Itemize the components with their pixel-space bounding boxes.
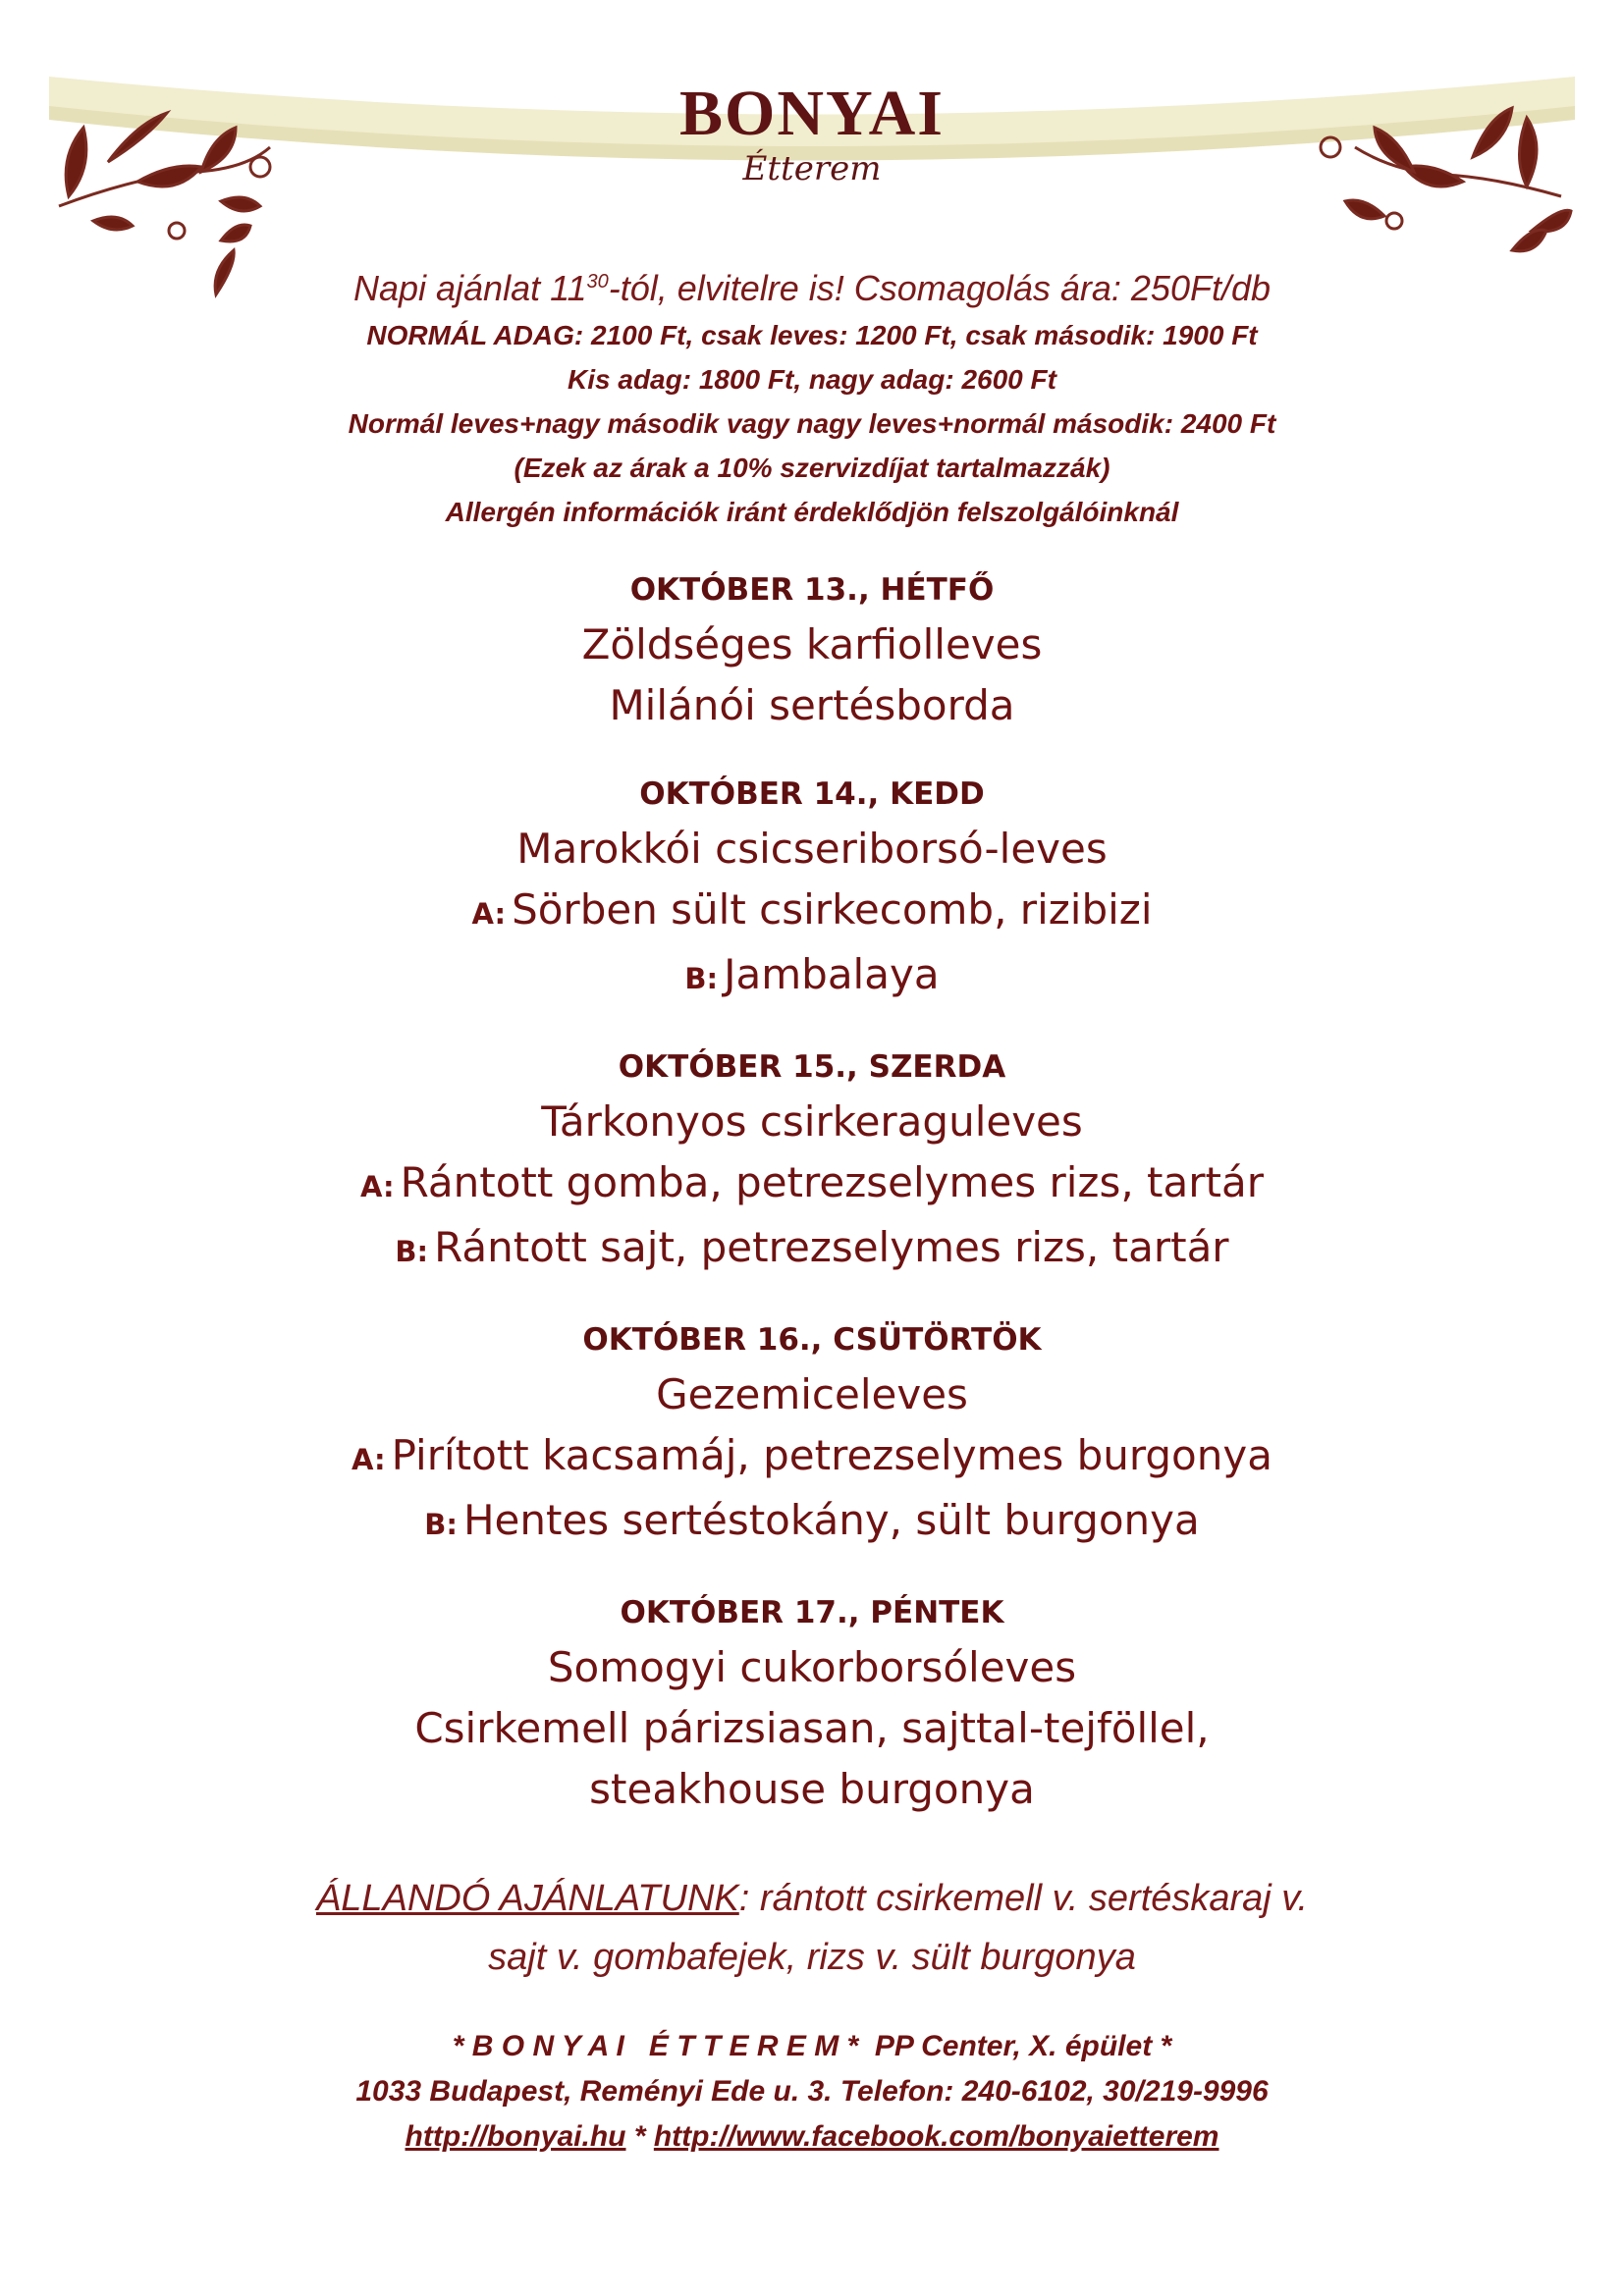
permanent-offer-line-1: ÁLLANDÓ AJÁNLATUNK: rántott csirkemell v. sertéskaraj v. — [315, 1878, 1309, 1919]
day-friday — [0, 1588, 1624, 1820]
main-option-b: B: Jambalaya — [684, 950, 940, 998]
permanent-offer-line-2: sajt v. gombafejek, rizs v. sült burgonya — [488, 1937, 1136, 1978]
option-b-label: B: — [424, 1508, 458, 1541]
soup: Tárkonyos csirkeraguleves — [541, 1097, 1083, 1146]
day-heading: OKTÓBER 14., KEDD — [639, 776, 985, 812]
option-b-label: B: — [395, 1235, 429, 1268]
website-link[interactable]: http://bonyai.hu — [405, 2120, 626, 2153]
soup: Somogyi cukorborsóleves — [547, 1643, 1077, 1691]
service-fee-note: (Ezek az árak a 10% szervizdíjat tartalmazzák) — [514, 453, 1110, 483]
day-monday — [0, 565, 1624, 736]
allergen-note: Allergén információk iránt érdeklődjön felszolgálóinknál — [445, 497, 1179, 527]
main-option-b: B: Hentes sertéstokány, sült burgonya — [424, 1496, 1200, 1544]
price-line-combo: Normál leves+nagy második vagy nagy leves+normál második: 2400 Ft — [348, 408, 1276, 439]
option-a-label: A: — [471, 897, 507, 931]
option-b-label: B: — [684, 962, 719, 995]
day-heading: OKTÓBER 16., CSÜTÖRTÖK — [582, 1322, 1042, 1358]
day-tuesday — [0, 770, 1624, 1009]
permanent-offer-label: ÁLLANDÓ AJÁNLATUNK — [315, 1878, 739, 1919]
main-option-a: A: Pirított kacsamáj, petrezselymes burgonya — [352, 1431, 1272, 1479]
footer-restaurant-line: * B O N Y A I É T T E R E M * PP Center, X. épület * — [452, 2030, 1172, 2062]
footer-links: http://bonyai.hu * http://www.facebook.com/bonyaietterem — [405, 2120, 1219, 2153]
main-option-b: B: Rántott sajt, petrezselymes rizs, tartár — [395, 1223, 1229, 1271]
soup: Gezemiceleves — [656, 1370, 968, 1418]
restaurant-logo-subtitle: Étterem — [742, 149, 882, 188]
restaurant-logo-title: BONYAI — [679, 78, 945, 149]
intro-section — [0, 257, 1624, 534]
day-heading: OKTÓBER 13., HÉTFŐ — [629, 572, 995, 608]
main-option-a: A: Sörben sült csirkecomb, rizibizi — [471, 885, 1153, 934]
option-a-label: A: — [360, 1170, 395, 1203]
daily-offer-headline: Napi ajánlat $11^{30}$-tól, elvitelre is! Csomagolás ára: 250Ft/db — [352, 268, 1272, 308]
main-dish-line-1: Csirkemell párizsiasan, sajttal-tejföllel, — [414, 1704, 1210, 1752]
main-option-a: A: Rántott gomba, petrezselymes rizs, tartár — [360, 1158, 1264, 1206]
day-heading: OKTÓBER 17., PÉNTEK — [620, 1595, 1004, 1630]
main-dish: Milánói sertésborda — [609, 681, 1015, 729]
day-thursday — [0, 1315, 1624, 1555]
soup: Marokkói csicseriborsó-leves — [516, 825, 1108, 873]
footer-address-line: 1033 Budapest, Reményi Ede u. 3. Telefon: 240-6102, 30/219-9996 — [355, 2075, 1269, 2108]
weekly-menu — [0, 565, 1624, 1853]
facebook-link[interactable]: http://www.facebook.com/bonyaietterem — [653, 2120, 1219, 2153]
price-line-normal: NORMÁL ADAG: 2100 Ft, csak leves: 1200 Ft, csak második: 1900 Ft — [366, 320, 1258, 350]
footer — [0, 2024, 1624, 2160]
day-wednesday — [0, 1042, 1624, 1282]
permanent-offer — [0, 1869, 1624, 1987]
day-heading: OKTÓBER 15., SZERDA — [618, 1049, 1006, 1085]
price-line-small-large: Kis adag: 1800 Ft, nagy adag: 2600 Ft — [568, 364, 1056, 395]
option-a-label: A: — [352, 1443, 386, 1476]
main-dish-line-2: steakhouse burgonya — [589, 1765, 1035, 1813]
soup: Zöldséges karfiolleves — [581, 620, 1043, 668]
